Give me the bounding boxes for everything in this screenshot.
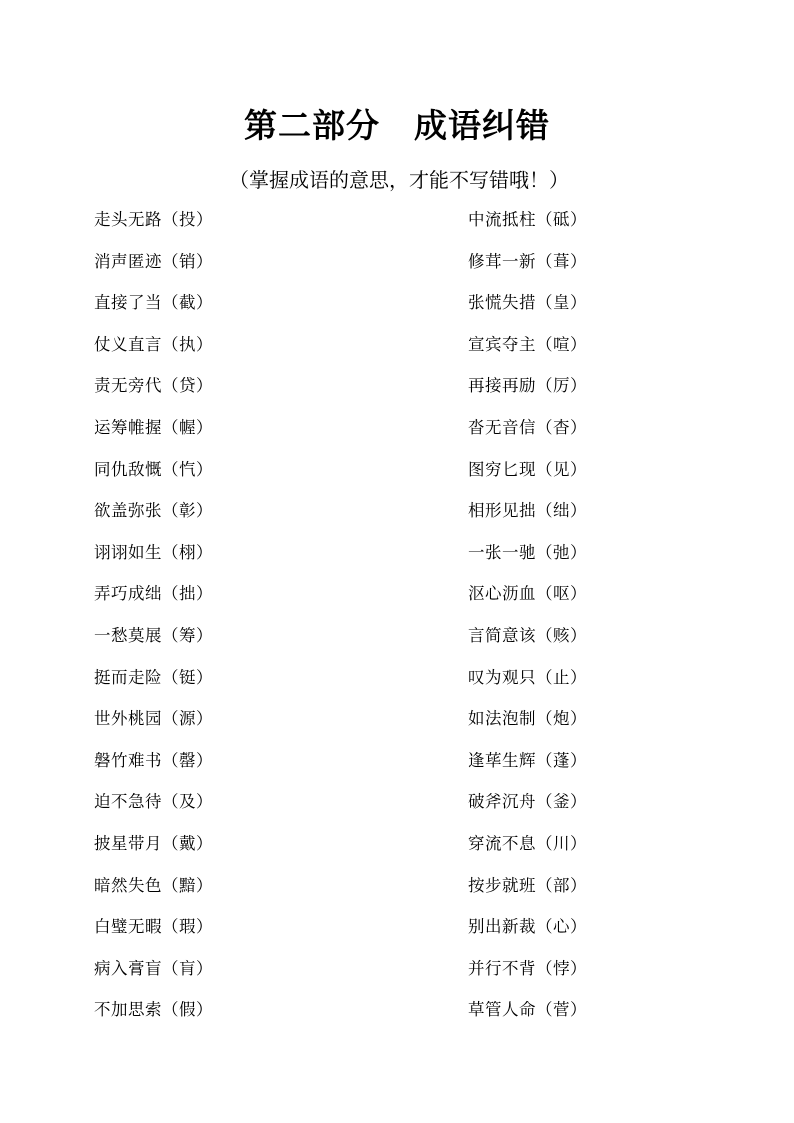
list-item: 修茸一新（葺） bbox=[468, 251, 587, 271]
list-item: 张慌失措（皇） bbox=[468, 293, 587, 313]
list-item: 磐竹难书（罄） bbox=[94, 750, 213, 770]
list-item: 诩诩如生（栩） bbox=[94, 542, 213, 562]
list-item: 同仇敌慨（忾） bbox=[94, 459, 213, 479]
list-item: 世外桃园（源） bbox=[94, 709, 213, 729]
list-item: 暗然失色（黯） bbox=[94, 875, 213, 895]
list-item: 白璧无暇（瑕） bbox=[94, 917, 213, 937]
list-item: 病入膏盲（肓） bbox=[94, 958, 213, 978]
page-title: 第二部分 成语纠错 bbox=[244, 106, 550, 145]
list-item: 别出新裁（心） bbox=[468, 917, 587, 937]
list-item: 直接了当（截） bbox=[94, 293, 213, 313]
right-column bbox=[468, 208, 587, 1040]
list-item: 按步就班（部） bbox=[468, 875, 587, 895]
list-item: 不加思索（假） bbox=[94, 1000, 213, 1020]
list-item: 迫不急待（及） bbox=[94, 792, 213, 812]
list-item: 沤心沥血（呕） bbox=[468, 584, 587, 604]
list-item: 欲盖弥张（彰） bbox=[94, 501, 213, 521]
list-item: 运筹帷握（幄） bbox=[94, 417, 213, 437]
list-item: 再接再励（厉） bbox=[468, 376, 587, 396]
list-item: 并行不背（悖） bbox=[468, 958, 587, 978]
page-subtitle: （掌握成语的意思，才能不写错哦！） bbox=[229, 168, 569, 192]
list-item: 弄巧成绌（拙） bbox=[94, 584, 213, 604]
list-item: 叹为观只（止） bbox=[468, 667, 587, 687]
left-column bbox=[94, 208, 213, 1040]
list-item: 草管人命（菅） bbox=[468, 1000, 587, 1020]
list-item: 穿流不息（川） bbox=[468, 833, 587, 853]
list-item: 相形见拙（绌） bbox=[468, 501, 587, 521]
list-item: 披星带月（戴） bbox=[94, 833, 213, 853]
list-item: 破斧沉舟（釜） bbox=[468, 792, 587, 812]
list-item: 消声匿迹（销） bbox=[94, 251, 213, 271]
list-item: 中流抵柱（砥） bbox=[468, 210, 587, 229]
list-item: 挺而走险（铤） bbox=[94, 667, 213, 687]
list-item: 图穷匕现（见） bbox=[468, 459, 587, 479]
list-item: 如法泡制（炮） bbox=[468, 709, 587, 729]
list-item: 逢荜生辉（蓬） bbox=[468, 750, 587, 770]
list-item: 言简意该（赅） bbox=[468, 625, 587, 645]
list-item: 宣宾夺主（喧） bbox=[468, 334, 587, 354]
list-item: 沓无音信（杳） bbox=[468, 417, 587, 437]
list-item: 走头无路（投） bbox=[94, 210, 213, 229]
list-item: 责无旁代（贷） bbox=[94, 376, 213, 396]
list-item: 一愁莫展（筹） bbox=[94, 625, 213, 645]
list-item: 一张一驰（弛） bbox=[468, 542, 587, 562]
list-item: 仗义直言（执） bbox=[94, 334, 213, 354]
